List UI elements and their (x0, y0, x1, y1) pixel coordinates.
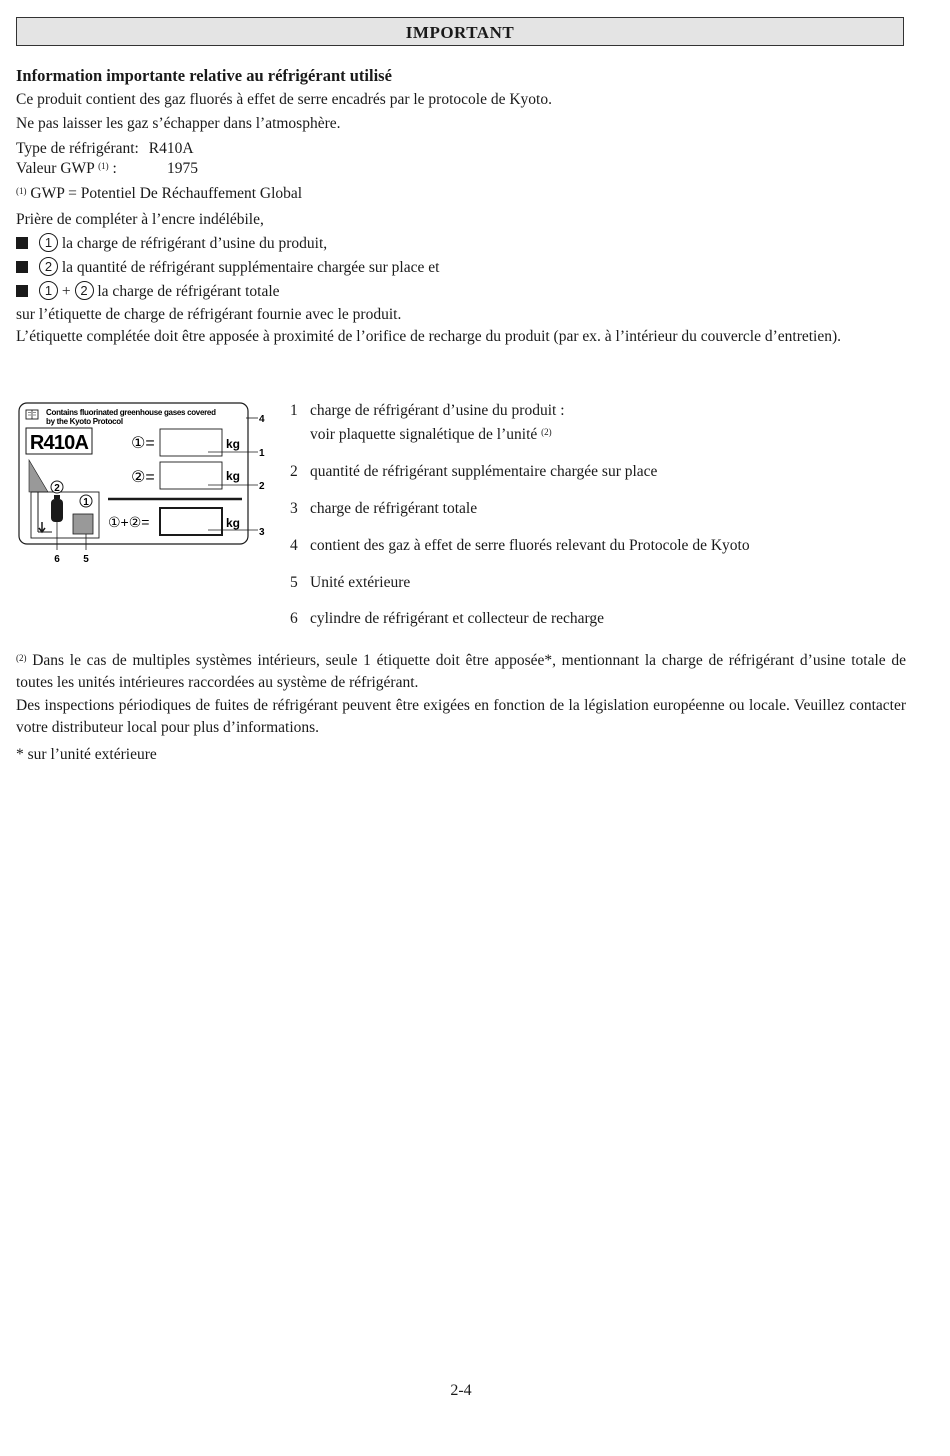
svg-text:1: 1 (83, 497, 89, 508)
eq-total: ①+②= (108, 514, 150, 530)
legend-item-6 (290, 608, 604, 630)
gwp-value: 1975 (167, 160, 198, 177)
label-header-line-1: Contains fluorinated greenhouse gases covered (46, 408, 216, 417)
section-title: Information importante relative au réfrigérant utilisé (16, 66, 392, 85)
footnote-2-text: Dans le cas de multiples systèmes intérieurs, seule 1 étiquette doit être apposée*, mentionnant la charge de réfrigérant d’usine totale de toutes les unités intérieures raccordées au système de réfrigérant. (16, 652, 906, 691)
callout-6: 6 (54, 554, 60, 565)
circled-number-1: 1 (39, 281, 58, 300)
legend-item-1 (290, 400, 565, 422)
legend-footnote-ref: (2) (541, 427, 552, 437)
intro-line-2: Ne pas laisser les gaz s’échapper dans l’atmosphère. (16, 115, 341, 132)
legend-text: contient des gaz à effet de serre fluorés relevant du Protocole de Kyoto (310, 537, 750, 554)
legend-text: Unité extérieure (310, 574, 411, 591)
intro-line-1: Ce produit contient des gaz fluorés à effet de serre encadrés par le protocole de Kyoto. (16, 91, 552, 108)
refrigerant-type-row (16, 138, 194, 160)
unit-kg-2: kg (226, 469, 241, 483)
bullet-factory-charge (16, 233, 327, 255)
circled-number-2: 2 (39, 257, 58, 276)
bullet-2-text: la quantité de réfrigérant supplémentaire chargée sur place et (61, 259, 440, 276)
circled-number-2: 2 (75, 281, 94, 300)
fill-instructions: Prière de compléter à l’encre indélébile, (16, 211, 264, 228)
callout-3: 3 (259, 527, 265, 538)
total-charge-field (160, 508, 222, 535)
bullet-total-charge (16, 281, 280, 303)
legend-number: 1 (290, 402, 298, 419)
bullet-square-icon (16, 237, 28, 249)
bullet-1-text: la charge de réfrigérant d’usine du produit, (61, 235, 328, 252)
bullet-square-icon (16, 261, 28, 273)
footnote-1-text: GWP = Potentiel De Réchauffement Global (30, 185, 303, 202)
callout-4: 4 (259, 414, 265, 425)
plus-sign: + (61, 283, 71, 300)
callout-5: 5 (83, 554, 89, 565)
refrigerant-cylinder-icon (51, 481, 63, 522)
gwp-row (16, 158, 198, 180)
asterisk-note: * sur l’unité extérieure (16, 746, 157, 763)
inspections-note: Des inspections périodiques de fuites de réfrigérant peuvent être exigées en fonction de la législation européenne ou locale. Veuillez contacter votre distributeur local pour plus d’informations. (16, 697, 906, 736)
legend-number: 5 (290, 574, 298, 591)
bullet-3-text: la charge de réfrigérant totale (97, 283, 280, 300)
refrigerant-name: R410A (29, 432, 89, 454)
footnote-1 (16, 183, 302, 205)
gwp-colon: : (112, 160, 117, 177)
page-number: 2-4 (450, 1382, 472, 1399)
legend-subtext: voir plaquette signalétique de l’unité (310, 426, 538, 443)
callout-1: 1 (259, 448, 265, 459)
placement-instruction: L’étiquette complétée doit être apposée à proximité de l’orifice de recharge du produit (par ex. à l’intérieur du couvercle d’entretien). (16, 328, 842, 345)
bullet-square-icon (16, 285, 28, 297)
eq-additional: ②= (131, 469, 155, 486)
circled-number-1: 1 (39, 233, 58, 252)
callout-2: 2 (259, 481, 265, 492)
svg-text:2: 2 (54, 483, 60, 494)
legend-text: charge de réfrigérant totale (310, 500, 478, 517)
legend-number: 4 (290, 537, 298, 554)
footnote-1-marker: (1) (16, 186, 27, 196)
legend-number: 3 (290, 500, 298, 517)
refrigerant-type-value: R410A (148, 140, 194, 157)
legend-text: quantité de réfrigérant supplémentaire chargée sur place (310, 463, 658, 480)
legend-number: 2 (290, 463, 298, 480)
refrigerant-label-figure (18, 400, 276, 570)
footnote-2 (16, 650, 906, 694)
bullet-additional-charge (16, 257, 439, 279)
legend-item-3 (290, 498, 477, 520)
legend-number: 6 (290, 610, 298, 627)
legend-item-4 (290, 535, 750, 557)
legend-item-1-detail (310, 424, 552, 446)
gwp-label: Valeur GWP (16, 160, 95, 177)
legend-item-5 (290, 572, 410, 594)
legend-text: cylindre de réfrigérant et collecteur de recharge (310, 610, 605, 627)
label-header-line-2: by the Kyoto Protocol (46, 417, 123, 426)
refrigerant-type-label: Type de réfrigérant: (16, 140, 139, 157)
unit-kg-3: kg (226, 516, 241, 530)
important-header: IMPORTANT (16, 17, 904, 46)
label-instruction: sur l’étiquette de charge de réfrigérant fournie avec le produit. (16, 306, 402, 323)
eq-factory: ①= (131, 435, 155, 452)
unit-kg-1: kg (226, 437, 241, 451)
legend-text: charge de réfrigérant d’usine du produit : (310, 402, 565, 419)
gwp-footnote-ref: (1) (98, 161, 109, 171)
footnote-2-marker: (2) (16, 653, 27, 663)
legend-item-2 (290, 461, 657, 483)
